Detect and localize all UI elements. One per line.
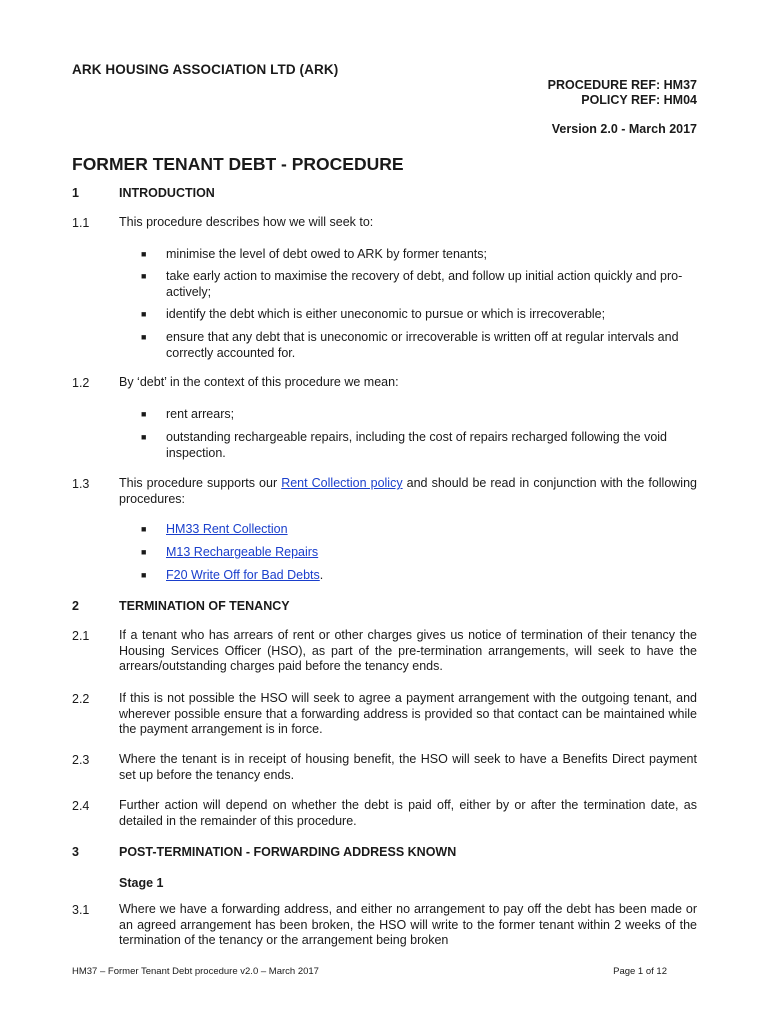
stage-heading: Stage 1 xyxy=(119,876,164,890)
paragraph-number: 3.1 xyxy=(72,903,90,917)
paragraph-text xyxy=(119,476,697,507)
paragraph-number: 2.2 xyxy=(72,692,90,706)
section-heading: INTRODUCTION xyxy=(119,186,215,200)
m13-rechargeable-repairs-link[interactable]: M13 Rechargeable Repairs xyxy=(166,545,319,559)
bullet-text xyxy=(166,522,697,538)
paragraph-text-start: This procedure supports our xyxy=(119,476,282,490)
rent-collection-policy-link[interactable]: Rent Collection policy xyxy=(281,476,403,490)
paragraph-text: Further action will depend on whether the debt is paid off, either by or after the termination date, as detailed in the remainder of this procedure. xyxy=(119,798,697,828)
bullet-marker: ■ xyxy=(141,547,147,557)
bullet-text: rent arrears; xyxy=(166,407,235,421)
paragraph-number: 2.3 xyxy=(72,753,90,767)
bullet-marker: ■ xyxy=(141,249,147,259)
bullet-text: minimise the level of debt owed to ARK by former tenants; xyxy=(166,247,487,261)
paragraph-text: If a tenant who has arrears of rent or other charges gives us notice of termination of their tenancy the Housing Services Officer (HSO), as part of the pre-termination arrangements, will seek to have the arrears/outstanding charges paid before the tenancy ends. xyxy=(119,628,697,673)
paragraph-text: Where we have a forwarding address, and either no arrangement to pay off the debt has been made or an agreed arrangement has been broken, the HSO will write to the former tenant within 2 weeks of the termination of the tenancy or the arrangement being broken xyxy=(119,902,697,947)
footer-document-info: HM37 – Former Tenant Debt procedure v2.0 – March 2017 xyxy=(72,966,319,977)
bullet-marker: ■ xyxy=(141,309,147,319)
organisation-name: ARK HOUSING ASSOCIATION LTD (ARK) xyxy=(72,62,339,77)
paragraph-number: 1.2 xyxy=(72,376,90,390)
paragraph-text: This procedure describes how we will seek to: xyxy=(119,215,374,229)
section-number: 3 xyxy=(72,845,79,859)
bullet-marker: ■ xyxy=(141,271,147,281)
document-title: FORMER TENANT DEBT - PROCEDURE xyxy=(72,154,404,174)
bullet-marker: ■ xyxy=(141,570,147,580)
paragraph-text-end: and should be read in conjunction with the following procedures: xyxy=(119,476,697,506)
policy-ref: POLICY REF: HM04 xyxy=(581,93,697,107)
bullet-text xyxy=(166,545,697,561)
hm33-rent-collection-link[interactable]: HM33 Rent Collection xyxy=(166,522,288,536)
section-heading: TERMINATION OF TENANCY xyxy=(119,599,290,613)
paragraph-number: 2.4 xyxy=(72,799,90,813)
bullet-suffix: . xyxy=(319,568,324,582)
footer-page-number: Page 1 of 12 xyxy=(613,966,667,977)
paragraph-text: If this is not possible the HSO will seek to agree a payment arrangement with the outgoing tenant, and wherever possible ensure that a forwarding address is provided so that contact can be maintained while the payment arrangement is in force. xyxy=(119,691,697,736)
paragraph-number: 1.1 xyxy=(72,216,90,230)
bullet-text: ensure that any debt that is uneconomic or irrecoverable is written off at regular intervals and correctly accounted for. xyxy=(166,330,679,360)
bullet-text xyxy=(166,568,697,584)
paragraph-text: By ‘debt’ in the context of this procedure we mean: xyxy=(119,375,399,389)
reference-block xyxy=(548,78,697,108)
bullet-text: identify the debt which is either uneconomic to pursue or which is irrecoverable; xyxy=(166,307,606,321)
f20-write-off-link[interactable]: F20 Write Off for Bad Debts xyxy=(166,568,320,582)
section-heading: POST-TERMINATION - FORWARDING ADDRESS KNOWN xyxy=(119,845,457,859)
section-number: 1 xyxy=(72,186,79,200)
paragraph-number: 1.3 xyxy=(72,477,90,491)
bullet-marker: ■ xyxy=(141,332,147,342)
version-label: Version 2.0 - March 2017 xyxy=(551,122,697,136)
bullet-marker: ■ xyxy=(141,409,147,419)
paragraph-text: Where the tenant is in receipt of housing benefit, the HSO will seek to have a Benefits Direct payment set up before the tenancy ends. xyxy=(119,752,697,782)
bullet-marker: ■ xyxy=(141,524,147,534)
paragraph-number: 2.1 xyxy=(72,629,90,643)
bullet-text: outstanding rechargeable repairs, including the cost of repairs recharged following the void inspection. xyxy=(166,430,667,460)
section-number: 2 xyxy=(72,599,79,613)
bullet-marker: ■ xyxy=(141,432,147,442)
bullet-text: take early action to maximise the recovery of debt, and follow up initial action quickly and pro-actively; xyxy=(166,269,683,299)
procedure-ref: PROCEDURE REF: HM37 xyxy=(547,78,697,92)
